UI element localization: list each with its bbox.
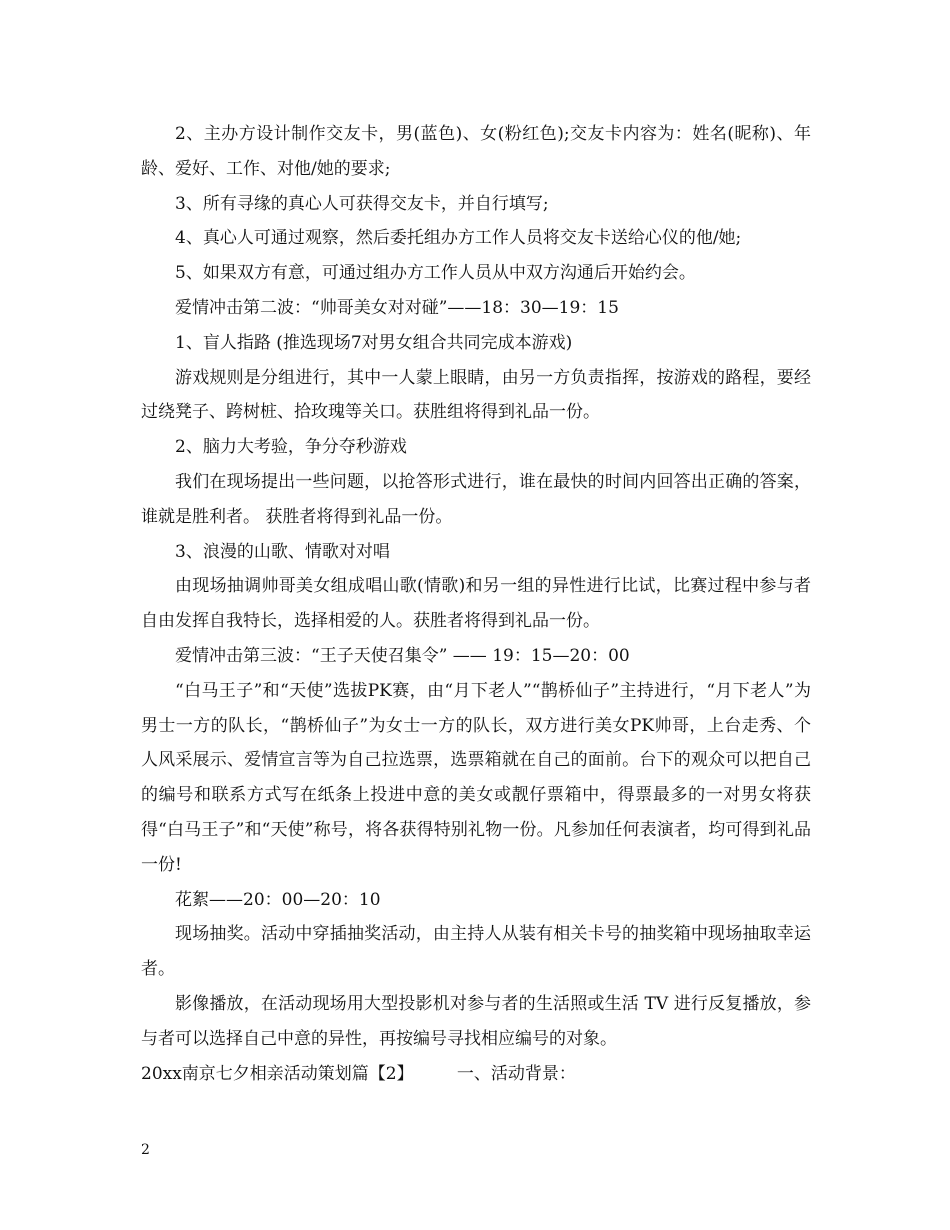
heading-wave-three: 爱情冲击第三波：“王子天使召集令” —— 19：15—20：00 bbox=[175, 645, 630, 666]
heading-wave-two: 爱情冲击第二波：“帅哥美女对对碰”——18：30—19：15 bbox=[175, 297, 619, 318]
paragraph-pk-contest: “白马王子”和“天使”选拔PK赛，由“月下老人”“鹊桥仙子”主持进行，“月下老人”为男士一方的队长，“鹊桥仙子”为女士一方的队长，双方进行美女PK帅哥，上台走秀、个人风采展示、爱情宣言等为自己拉选票，选票箱就在自己的面前。台下的观众可以把自己的编号和联系方式写在纸条上投进中意的美女或靓仔票箱中，得票最多的一对男女将获得“白马王子”和“天使”称号，将各获得特别礼物一份。凡参加任何表演者，均可得到礼品一份! bbox=[141, 680, 811, 875]
section-heading: 20xx南京七夕相亲活动策划篇【2】 bbox=[141, 1063, 414, 1084]
paragraph-game-rules: 游戏规则是分组进行，其中一人蒙上眼睛，由另一方负责指挥，按游戏的路程，要经过绕凳子、跨树桩、拾玫瑰等关口。获胜组将得到礼品一份。 bbox=[141, 367, 811, 423]
item-brain-test: 2、脑力大考验，争分夺秒游戏 bbox=[175, 437, 407, 458]
paragraph-dating: 5、如果双方有意，可通过组办方工作人员从中双方沟通后开始约会。 bbox=[175, 263, 696, 284]
paragraph-card-deliver: 4、真心人可通过观察，然后委托组办方工作人员将交友卡送给心仪的他/她; bbox=[175, 228, 742, 249]
paragraph-singing: 由现场抽调帅哥美女组成唱山歌(情歌)和另一组的异性进行比试，比赛过程中参与者自由发挥自我特长，选择相爱的人。获胜者将得到礼品一份。 bbox=[141, 576, 811, 632]
heading-highlights: 花絮——20：00—20：10 bbox=[175, 889, 381, 910]
paragraph-lottery: 现场抽奖。活动中穿插抽奖活动，由主持人从装有相关卡号的抽奖箱中现场抽取幸运者。 bbox=[141, 924, 811, 980]
item-blind-guide: 1、盲人指路 (推选现场7对男女组合共同完成本游戏) bbox=[175, 332, 573, 353]
paragraph-quiz: 我们在现场提出一些问题，以抢答形式进行，谁在最快的时间内回答出正确的答案，谁就是胜利者。 获胜者将得到礼品一份。 bbox=[141, 471, 811, 527]
paragraph-card-fill: 3、所有寻缘的真心人可获得交友卡，并自行填写; bbox=[175, 193, 549, 214]
page-body bbox=[141, 117, 811, 1091]
section-subheading: 一、活动背景： bbox=[456, 1063, 576, 1084]
item-love-songs: 3、浪漫的山歌、情歌对对唱 bbox=[175, 541, 390, 562]
paragraph-card-design: 2、主办方设计制作交友卡，男(蓝色)、女(粉红色);交友卡内容为：姓名(昵称)、年龄、爱好、工作、对他/她的要求; bbox=[141, 124, 811, 179]
paragraph-video: 影像播放，在活动现场用大型投影机对参与者的生活照或生活 TV 进行反复播放，参与者可以选择自己中意的异性，再按编号寻找相应编号的对象。 bbox=[141, 993, 811, 1049]
section-heading-line bbox=[141, 1057, 811, 1092]
page-number: 2 bbox=[141, 1142, 150, 1158]
